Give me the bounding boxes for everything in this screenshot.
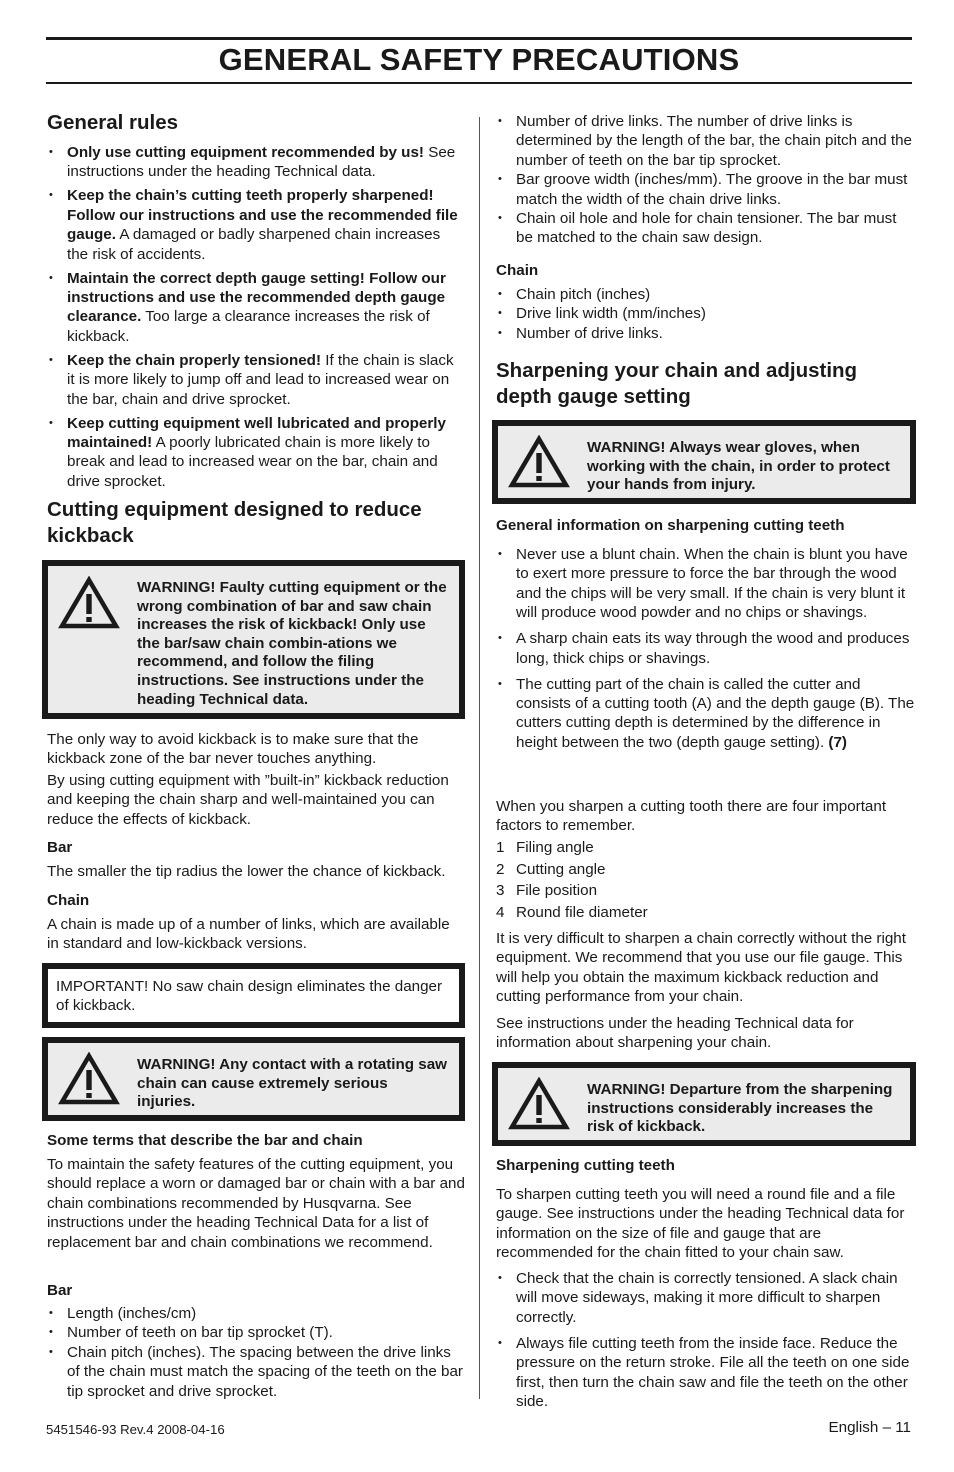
list-item: • Only use cutting equipment recommended by us! See instructions under the heading Technical data. [47,143,465,182]
kickback-heading: Cutting equipment designed to reduce kickback [47,498,422,547]
warning-triangle-icon [58,576,120,630]
terms-text: To maintain the safety features of the cutting equipment, you should replace a worn or damaged bar or chain with a bar and chain combinations recommended by Husqvarna. See instructions under the heading Technical Data for a list of replacement bar and chain combinations we recommend. [47,1156,465,1251]
bar-terms-list-continued [496,112,916,248]
list-item: • Keep cutting equipment well lubricated and properly maintained! A poorly lubricated chain is more likely to break and lead to increased wear on the bar, chain and drive sprocket. [47,414,465,492]
list-item: • Drive link width (mm/inches) [496,304,916,323]
list-item: • Length (inches/cm) [47,1304,465,1323]
footer-document-id: 5451546-93 Rev.4 2008-04-16 [46,1422,225,1437]
warning-text: WARNING! Faulty cutting equipment or the wrong combination of bar and saw chain increases the risk of kickback! Only use the bar/saw chain combin-ations we recommend, and follow the filing instructions. See instructions under the heading Technical data. [137,579,447,708]
list-item: • Number of teeth on bar tip sprocket (T). [47,1323,465,1342]
sharpening-general-list [496,545,916,752]
header-bottom-rule [46,82,912,84]
list-item: • Chain pitch (inches). The spacing between the drive links of the chain must match the spacing of the teeth on the bar tip sprocket and drive sprocket. [47,1343,465,1401]
chain-text: A chain is made up of a number of links, which are available in standard and low-kickback versions. [47,916,450,953]
sharpening-heading: Sharpening your chain and adjusting depth gauge setting [496,359,858,408]
general-rules-heading: General rules [47,111,179,134]
list-item: • Always file cutting teeth from the inside face. Reduce the pressure on the return stroke. File all the teeth on one side first, then turn the chain saw and file the teeth on the other side. [496,1334,916,1412]
chain-subheading: Chain [47,892,90,909]
list-item: 3 File position [496,882,598,900]
list-item: • Maintain the correct depth gauge setting! Follow our instructions and use the recommended depth gauge clearance. Too large a clearance increases the risk of kickback. [47,269,465,347]
list-item: • Number of drive links. The number of drive links is determined by the length of the bar, the chain pitch and the number of teeth on the bar tip sprocket. [496,112,916,170]
list-item: • Number of drive links. [496,324,916,343]
sharpening-teeth-subheading: Sharpening cutting teeth [496,1157,675,1174]
warning-text: WARNING! Departure from the sharpening instructions considerably increases the risk of kickback. [587,1081,893,1136]
sharpening-teeth-text: To sharpen cutting teeth you will need a round file and a file gauge. See instructions under the heading Technical data for information on the size of file and gauge that are recommended for the chain fitted to your chain saw. [496,1186,905,1262]
warning-triangle-icon [58,1052,120,1106]
list-item: 1 Filing angle [496,839,594,856]
list-item: • Bar groove width (inches/mm). The groove in the bar must match the width of the chain drive links. [496,170,916,209]
list-item: • Keep the chain properly tensioned! If the chain is slack it is more likely to jump off and lead to increased wear on the bar, chain and drive sprocket. [47,351,465,409]
warning-text: WARNING! Always wear gloves, when working with the chain, in order to protect your hands from injury. [587,439,890,494]
important-text: IMPORTANT! No saw chain design eliminates the danger of kickback. [56,978,443,1015]
list-item: • Chain pitch (inches) [496,285,916,304]
warning-box [492,1062,916,1146]
warning-triangle-icon [508,435,570,489]
warning-triangle-icon [508,1077,570,1131]
bar-terms-list [47,1304,465,1401]
warning-box [42,560,465,719]
chain-terms-list [496,285,916,343]
terms-chain-subheading: Chain [496,262,539,279]
factors-list [496,838,916,924]
bar-text: The smaller the tip radius the lower the chance of kickback. [47,863,446,880]
sharpening-teeth-list [496,1269,916,1411]
column-divider [479,117,480,1399]
factors-intro: When you sharpen a cutting tooth there are four important factors to remember. [496,798,887,835]
general-sharpening-subheading: General information on sharpening cutting teeth [496,517,845,534]
list-item: • Check that the chain is correctly tensioned. A slack chain will move sideways, making it more difficult to sharpen correctly. [496,1269,916,1327]
general-rules-list [47,143,465,496]
kickback-paragraph-1: The only way to avoid kickback is to make sure that the kickback zone of the bar never touches anything. [47,731,419,768]
list-item: • Keep the chain’s cutting teeth properly sharpened! Follow our instructions and use the recommended file gauge. A damaged or badly sharpened chain increases the risk of accidents. [47,186,465,264]
page-title: GENERAL SAFETY PRECAUTIONS [218,42,740,77]
sharpening-difficulty-paragraph: It is very difficult to sharpen a chain correctly without the right equipment. We recommend that you use our file gauge. This will help you obtain the maximum kickback reduction and cutting performance from your chain. [496,930,906,1006]
list-item: • Never use a blunt chain. When the chain is blunt you have to exert more pressure to force the bar through the wood and the chips will be very small. If the chain is very blunt it will produce wood powder and no chips or shavings. [496,545,916,623]
bar-subheading: Bar [47,839,73,856]
terms-subheading: Some terms that describe the bar and chain [47,1132,363,1149]
list-item: 4 Round file diameter [496,903,648,921]
terms-bar-subheading: Bar [47,1282,73,1299]
kickback-paragraph-2: By using cutting equipment with ”built-in” kickback reduction and keeping the chain sharp and well-maintained you can reduce the effects of kickback. [47,772,449,828]
list-item: • Chain oil hole and hole for chain tensioner. The bar must be matched to the chain saw design. [496,209,916,248]
list-item: • The cutting part of the chain is called the cutter and consists of a cutting tooth (A) and the depth gauge (B). The cutters cutting depth is determined by the difference in height between the two (depth gauge setting). (7) [496,675,916,753]
footer-page-number: English – 11 [828,1419,911,1436]
warning-box [42,1037,465,1121]
warning-box [492,420,916,504]
important-box [42,963,465,1028]
sharpening-see-paragraph: See instructions under the heading Technical data for information about sharpening your chain. [496,1015,854,1052]
warning-text: WARNING! Any contact with a rotating saw chain can cause extremely serious injuries. [137,1056,447,1111]
list-item: 2 Cutting angle [496,860,606,878]
list-item: • A sharp chain eats its way through the wood and produces long, thick chips or shavings. [496,629,916,668]
